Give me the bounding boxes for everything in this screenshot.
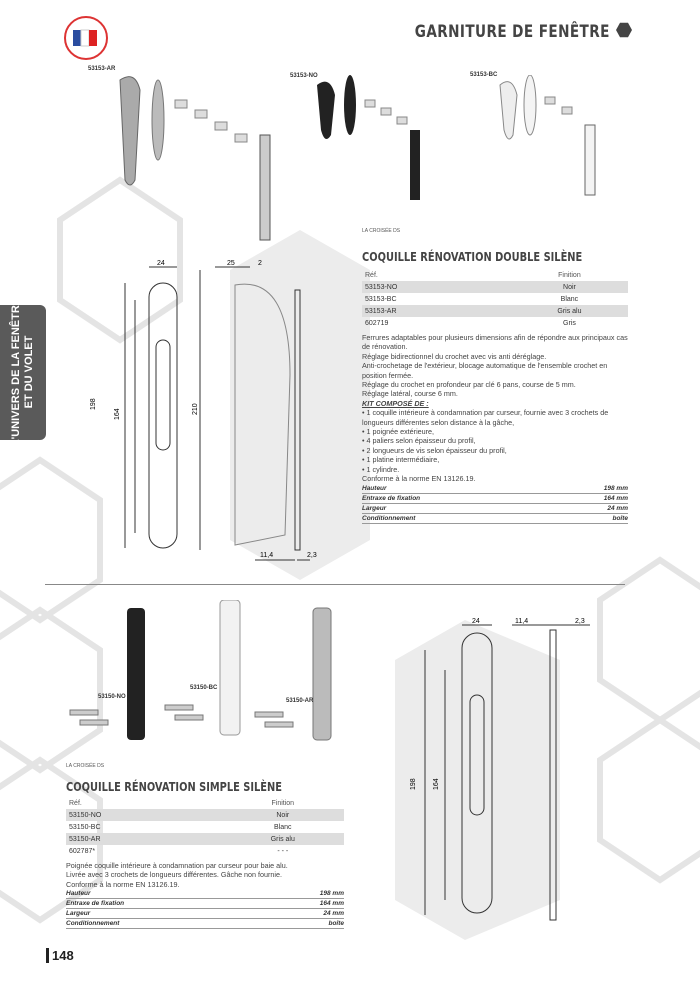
dimension-label: 24 [472, 618, 480, 625]
table-row: 53150-AR Gris alu [66, 833, 344, 845]
dimension-label: 164 [114, 408, 121, 420]
table-row: 53153-NO Noir [362, 281, 628, 293]
dimension-label: 2,3 [307, 552, 317, 559]
description-simple: Poignée coquille intérieure à condamnation par curseur pour baie alu. Livrée avec 3 crochets de longueurs différentes. Gâche non fournie. Conforme à la norme EN 13126.19. [66, 861, 288, 889]
table-row: 53153-AR Gris alu [362, 305, 628, 317]
french-flag-seal-icon [71, 26, 101, 50]
product-image-53153-bc [490, 75, 640, 205]
column-header: Finition [558, 272, 581, 279]
dimension-label: 25 [227, 260, 235, 267]
dimension-label: 198 [410, 778, 417, 790]
product-code-label: 53150-NO [98, 694, 126, 700]
table-row: 602719 Gris [365, 319, 576, 327]
dimension-label: 11,4 [515, 618, 529, 625]
side-tab-line1: L'UNIVERS DE LA FENÊTRE [10, 297, 22, 447]
page-number: 148 [46, 948, 74, 963]
table-row: 602787* - - - [69, 847, 289, 855]
dimension-label: 24 [157, 260, 165, 267]
brand-logo [64, 16, 108, 60]
technical-drawing-double [85, 255, 325, 575]
brand-logo-la-croisee: LA CROISÉE DS [66, 763, 105, 769]
column-header: Réf. [69, 800, 82, 807]
technical-drawing-simple [400, 615, 600, 945]
dimension-label: 210 [192, 403, 199, 415]
product-code-label: 53153-AR [88, 66, 116, 72]
column-header: Finition [271, 800, 295, 807]
dimension-label: 2,3 [575, 618, 585, 625]
column-header: Réf. [365, 272, 378, 279]
dimension-label: 164 [433, 778, 440, 790]
product-image-53153-ar [100, 70, 310, 250]
product-code-label: 53153-BC [470, 72, 498, 78]
section-title-double: COQUILLE RÉNOVATION DOUBLE SILÈNE [362, 250, 583, 264]
table-row: 53150-NO Noir [66, 809, 344, 821]
dimension-label: 2 [258, 260, 262, 267]
product-code-label: 53150-BC [190, 685, 218, 691]
brand-logo-la-croisee: LA CROISÉE DS [362, 228, 401, 234]
product-code-label: 53153-NO [290, 73, 318, 79]
product-code-label: 53150-AR [286, 698, 314, 704]
table-row: 53153-BC Blanc [365, 295, 579, 303]
side-tab-line2: ET DU VOLET [23, 335, 35, 409]
dimension-label: 11,4 [260, 552, 274, 559]
page-title: GARNITURE DE FENÊTRE [414, 22, 610, 42]
dimension-label: 198 [90, 398, 97, 410]
product-image-53153-no [305, 75, 475, 205]
specs-simple: Hauteur 198 mm Entraxe de fixation 164 mm Largeur 24 mm Conditionnement boîte [66, 890, 344, 928]
product-images-53150 [65, 600, 345, 745]
description-double: Ferrures adaptables pour plusieurs dimensions afin de répondre aux principaux cas de rénovation. Réglage bidirectionnel du crochet avec vis anti déréglage. Anti-crochetage de l'extérieur, blocage automatique de l'ensemble crochet en position fermée. Réglage du crochet en profondeur par clé 6 pans, course de 5 mm. Réglage latéral, course 6 mm. KIT COMPOSÉ DE : • 1 coquille intérieure à condamnation par curseur, fournie avec 3 crochets de longueurs différentes selon distance à la gâche, • 1 poignée extérieure, • 4 paliers selon épaisseur du profil, • 2 longueurs de vis selon épaisseur du profil, • 1 platine intermédiaire, • 1 cylindre. Conforme à la norme EN 13126.19. [362, 333, 628, 484]
table-row: 53150-BC Blanc [69, 823, 292, 831]
specs-double: Hauteur 198 mm Entraxe de fixation 164 mm Largeur 24 mm Conditionnement boîte [362, 484, 628, 522]
section-title-simple: COQUILLE RÉNOVATION SIMPLE SILÈNE [66, 780, 282, 794]
reference-table-simple [66, 798, 344, 857]
reference-table-double [362, 270, 628, 329]
side-tab [0, 297, 46, 447]
section-divider [45, 584, 625, 585]
